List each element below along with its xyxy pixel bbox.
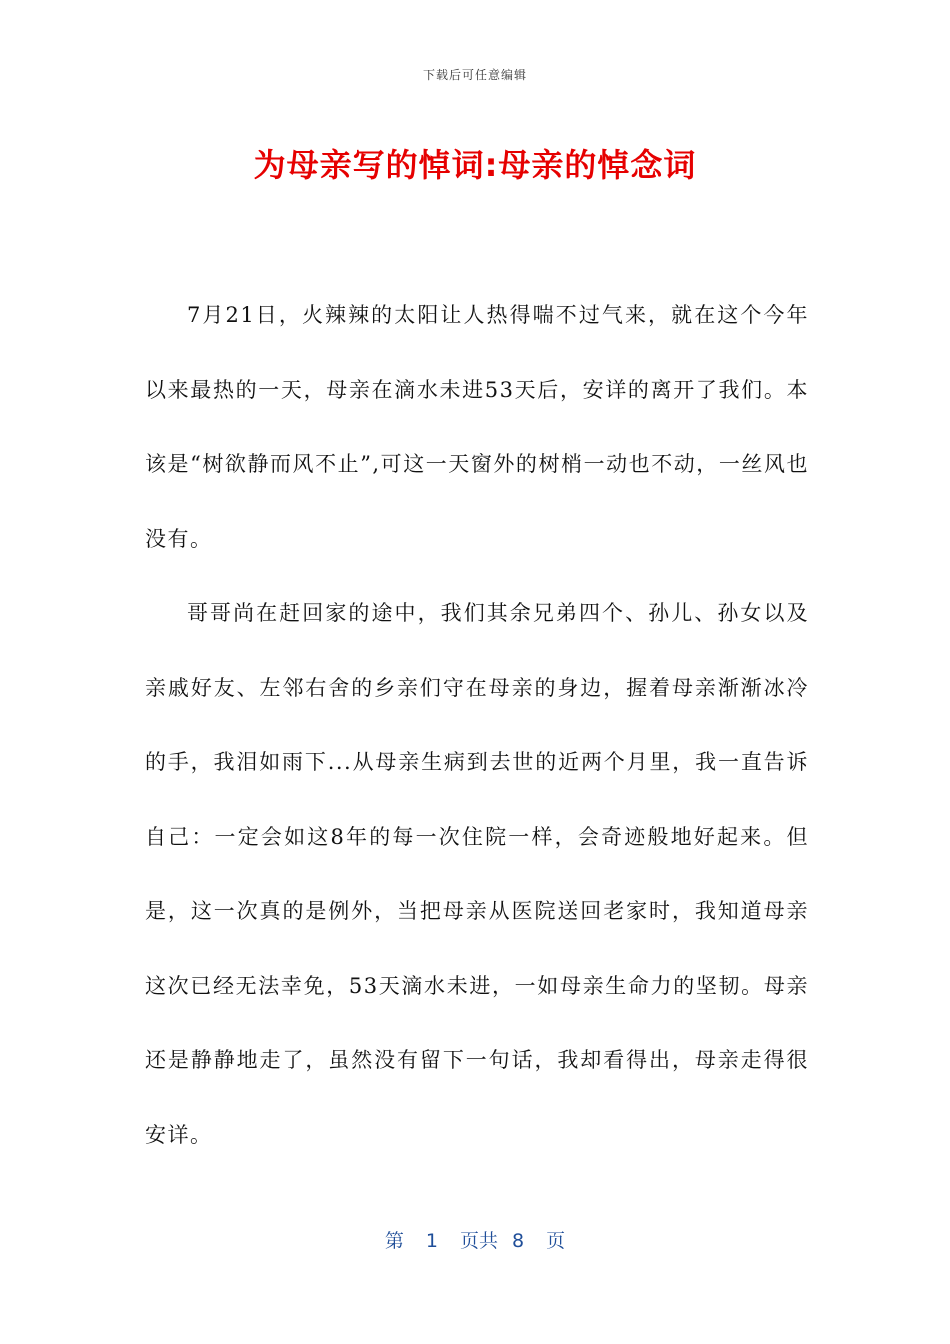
footer-current-page: 1 <box>425 1230 438 1252</box>
document-title: 为母亲写的悼词:母亲的悼念词 <box>253 146 697 184</box>
header-note: 下载后可任意编辑 <box>422 68 527 82</box>
footer-prefix: 第 <box>384 1230 404 1252</box>
footer-middle: 页共 <box>459 1230 498 1252</box>
paragraph-2: 哥哥尚在赶回家的途中，我们其余兄弟四个、孙儿、孙女以及亲戚好友、左邻右舍的乡亲们守在母亲的身边，握着母亲渐渐冰冷的手，我泪如雨下...从母亲生病到去世的近两个月里，我一直告诉自己：一定会如这8年的每一次住院一样，会奇迹般地好起来。但是，这一次真的是例外，当把母亲从医院送回老家时，我知道母亲这次已经无法幸免，53天滴水未进，一如母亲生命力的坚韧。母亲还是静静地走了，虽然没有留下一句话，我却看得出，母亲走得很安详。 <box>145 601 809 1147</box>
footer-suffix: 页 <box>546 1230 566 1252</box>
footer-total-pages: 8 <box>512 1230 525 1252</box>
document-body <box>145 278 809 1172</box>
paragraph-1: 7月21日，火辣辣的太阳让人热得喘不过气来，就在这个今年以来最热的一天，母亲在滴水未进53天后，安详的离开了我们。本该是“树欲静而风不止”,可这一天窗外的树梢一动也不动，一丝风也没有。 <box>145 303 809 551</box>
page-footer <box>0 1226 950 1253</box>
